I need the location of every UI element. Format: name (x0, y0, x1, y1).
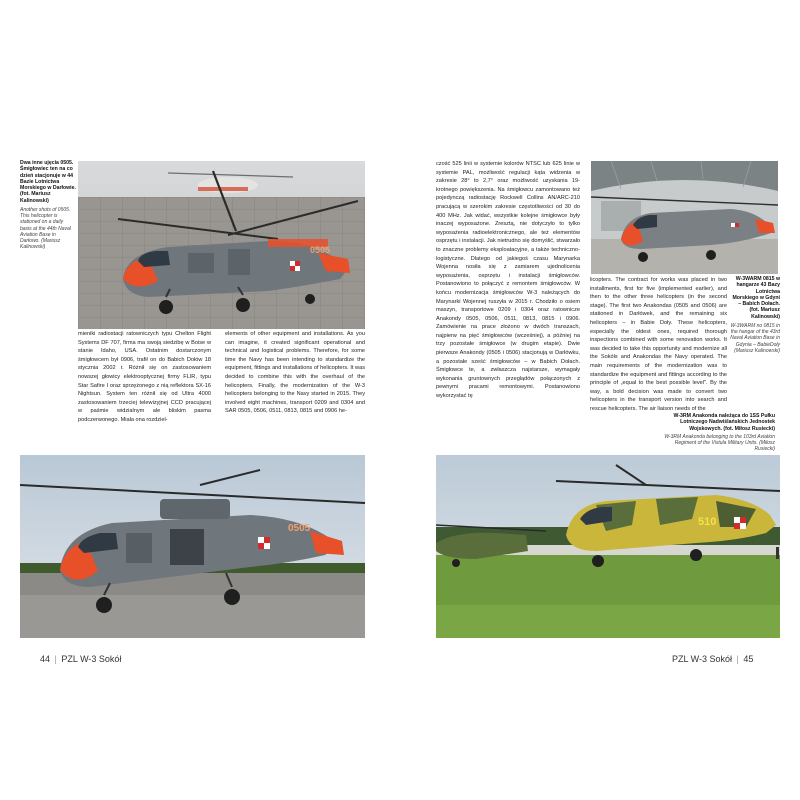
caption-camouflage-english: W-3RM Anakonda belonging to the 103rd Aviation Regiment of the Vistula Military Units. (Miłosz Rusiecki) (664, 433, 775, 453)
photo-helicopter-hangar (591, 161, 778, 274)
caption-top-left-polish: Dwa inne ujęcia 0505. Śmigłowiec ten na co dzień stacjonuje w 44 Bazie Lotnictwa Morskiego w Darłowie. (fot. Mariusz Kalinowski) (20, 160, 76, 204)
left-page-folio (40, 654, 121, 664)
caption-top-left (20, 160, 76, 251)
right-page-folio (672, 654, 753, 664)
right-running-title: PZL W-3 Sokół (672, 654, 733, 664)
caption-top-left-english: Another shots of 0505. This helicopter is stationed on a daily basis at the 44th Naval Aviation Base in Darłowo. (Mariusz Kalinowski) (20, 207, 71, 251)
photo-camo-number: 510 (698, 516, 717, 528)
right-text-column-polish (436, 160, 580, 408)
left-text-column-polish (78, 330, 211, 454)
photo-helicopter-runway (20, 455, 365, 638)
caption-camouflage-polish: W-3RM Anakonda należąca do 1SS Pułku Lotniczego Nadwiślańskich Jednostek Wojskowych. (fot. Miłosz Rusiecki) (673, 413, 775, 432)
photo-helicopter-tarmac (78, 161, 365, 329)
right-folio-separator: | (736, 654, 739, 664)
right-col1-paragraph: czość 525 linii w systemie kolorów NTSC lub 625 linie w systemie PAL, możliwość regulacji kąta widzenia w zakresie 28° to 2,7° oraz możliwość uzyskania 19-krotnego powiększenia. Na śmigłowcu zamontowano też pojedynczą radiostację Rockwell Collins AN/ARC-210 pracującą w szerokim zakresie częstotliwości od 30 do 400 MHz. Jak widać, wszystkie kolejne śmigłowce były inaczej wyposażone. Zresztą, nie dotyczyło to tylko wyposażenia radioelektronicznego, ale też elementów osprzętu i instalacji. Jak nietrudno się domyślić, stwarzało to znaczne problemy eksploatacyjne, a także techniczno-logistyczne. Dlatego od jakiegoś czasu Marynarka Wojenna nosiła się z zamiarem ujednolicenia wyposażenia, osprzętu i instalacji śmigłowców. Postanowiono to połączyć z remontem śmigłowców. W końcu modernizacja śmigłowców W-3 należących do Marynarki Wojennej ruszyła w 2015 r. Chodziło o osiem maszyn, transportowe 0209 i 0304 oraz ratownicze Anakondy 0505, 0506, 0511, 0813, 0815 i 0906. Zamówienie na prace złożono w dwóch transzach, najpierw na pięć śmigłowców (wcześniej), a później na trzy pozostałe śmigłowce (w drugim etapie). Dwie pierwsze Anakondy (0505 i 0506) stacjonują w Darłówku, a pozostałe sześć śmigłowców – w Babich Dołach. Śmigłowce te, a zwłaszcza najstarsze, wymagały wykonania gruntownych przeglądów połączonych z pewnymi pracami remontowymi. Postanowiono wykorzystać tę (436, 161, 580, 400)
caption-camouflage (657, 413, 775, 453)
right-page-number: 45 (743, 654, 754, 664)
left-folio-separator: | (54, 654, 57, 664)
left-col1-paragraph: mieniki radiostacji ratowniczych typu Chelton Flight Systems DF 707, firma ma swoją siedzibę w Boise w stanie Idaho, USA. Ostatnim dostarczonym śmigłowcem był 0906, trafił on do Babich Dołów 18 stycznia 2002 r. Różnił się on zastosowaniem nowszej głowicy elektrooptycznej firmy FLIR, typu Star Safire I oraz sprzężonego z nią reflektora SX-16 Nightsun. System ten różnił się od Ultra 4000 zastosowaniem trzeciej telewizyjnej CCD pracującej w paśmie widzialnym ale bliskim pasma podczerwonego. Miała ona rozdziel- (78, 331, 211, 423)
photo1-tail-number: 0505 (310, 245, 331, 255)
right-col2-paragraph: licopters. The contract for works was placed in two installments, first for five (implemented earlier), and then to the other three helicopters (in the second stage). The first two Anakondas (0505 and 0506) are stationed in Darłówek, and the remaining six helicopters – in Babie Doły. These helicopters, especially the oldest ones, required thorough inspections combined with some renovation works. It was decided to take this opportunity and modernize all the Sokóls and Anakondas the Navy operated. The main requirements of the modernization was to standardize the equipment and fittings according to the principle of „equal to the best possible level". By the way, a bold decision was made to convert two helicopters in the transport version into search and rescue helicopters. The air liaison needs of the (590, 277, 727, 412)
caption-hangar-polish: W-3WARM 0815 w hangarze 43 Bazy Lotnictwa Morskiego w Gdyni – Babich Dołach. (fot. Mariusz Kalinowski) (732, 276, 780, 320)
caption-hangar (730, 276, 780, 354)
photo-camouflaged-helicopter (436, 455, 780, 638)
photo2-tail-number: 0505 (288, 523, 311, 534)
left-col2-paragraph: elements of other equipment and installations. As you can imagine, it created significant operational and technical and logistical problems. Therefore, for some time the Navy has been intending to standardize the equipment, fittings and installations of helicopters. It was decided to combine this with the overhaul of the helicopters. Finally, the modernization of the W-3 helicopters belonging to the Navy started in 2015. They involved eight machines, transport 0209 and 0304 and SAR 0505, 0506, 0511, 0813, 0815 and 0906 he- (225, 331, 365, 415)
right-text-column-english (590, 276, 727, 412)
left-page-number: 44 (40, 654, 51, 664)
left-text-column-english (225, 330, 365, 454)
left-running-title: PZL W-3 Sokół (61, 654, 122, 664)
caption-hangar-english: W-3WARM no 0815 in the hangar of the 43rd Naval Aviation Base in Gdynia – BabieDoły (Mariusz Kalinowski) (730, 323, 780, 354)
